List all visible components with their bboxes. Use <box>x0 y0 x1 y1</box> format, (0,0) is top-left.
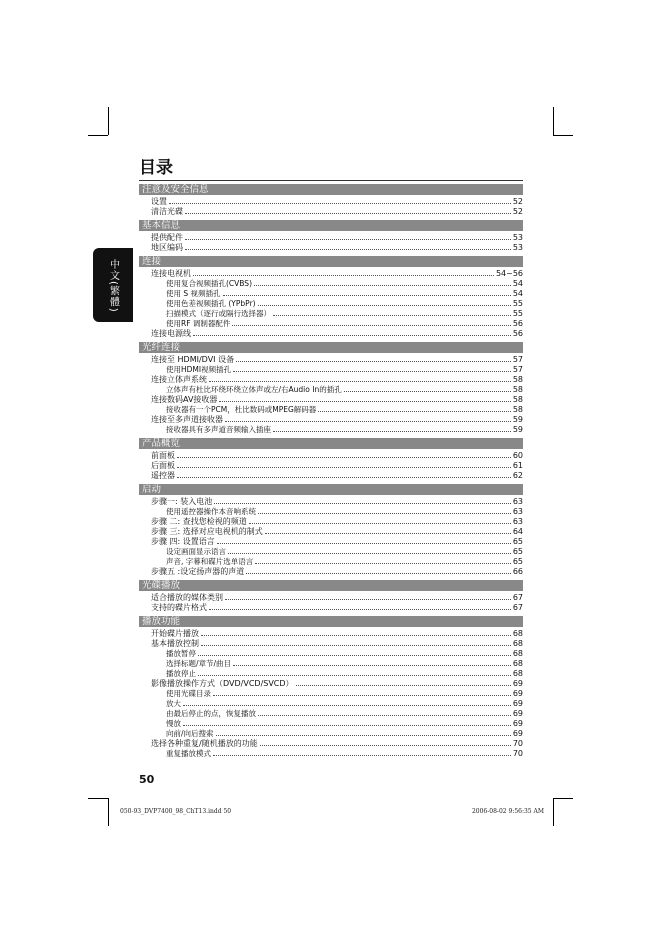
language-tab-label: 中文(繁體) <box>107 259 119 313</box>
entry-page: 65 <box>512 547 523 556</box>
dot-leader <box>228 546 511 554</box>
section-header: 连接 <box>139 256 523 267</box>
footer-timestamp: 2006-08-02 9:56:35 AM <box>471 808 544 815</box>
toc-subentry <box>139 556 523 566</box>
entry-label: 影像播放操作方式（DVD/VCD/SVCD） <box>151 679 294 688</box>
entry-label: 步骤五 :设定扬声器的声道 <box>151 567 245 576</box>
entry-page: 56 <box>512 329 523 338</box>
toc-subentry <box>139 404 523 414</box>
toc-subentry <box>139 658 523 668</box>
entry-label: 开始碟片播放 <box>151 629 199 638</box>
toc-entry <box>139 516 523 526</box>
toc-subentry <box>139 506 523 516</box>
toc-section <box>139 256 523 338</box>
entry-page: 57 <box>512 365 523 374</box>
dot-leader <box>296 678 511 686</box>
dot-leader <box>217 536 511 544</box>
section-header: 光纤连接 <box>139 342 523 353</box>
dot-leader <box>201 638 511 646</box>
entry-page: 69 <box>512 689 523 698</box>
toc-entry <box>139 602 523 612</box>
toc-subentry <box>139 718 523 728</box>
entry-label: 使用遥控器操作本音响系统 <box>166 507 256 516</box>
entry-label: 前面板 <box>151 451 175 460</box>
entry-page: 54 <box>512 279 523 288</box>
entry-page: 60 <box>512 451 523 460</box>
toc-subentry <box>139 278 523 288</box>
dot-leader <box>169 196 511 204</box>
toc-entry <box>139 414 523 424</box>
toc-subentry <box>139 668 523 678</box>
toc-section <box>139 342 523 434</box>
toc-subentry <box>139 308 523 318</box>
dot-leader <box>273 424 511 432</box>
entry-label: 步骤 四: 设置语言 <box>151 537 215 546</box>
language-tab <box>93 248 133 322</box>
toc-subentry <box>139 748 523 758</box>
entry-label: 使用HDMI视频插孔 <box>166 365 232 374</box>
entry-label: 声音, 字幕和碟片选单语言 <box>166 557 254 566</box>
toc-subentry <box>139 688 523 698</box>
entry-label: 基本播放控制 <box>151 639 199 648</box>
entry-label: 连接电源线 <box>151 329 191 338</box>
toc-subentry <box>139 318 523 328</box>
dot-leader <box>185 206 511 214</box>
entry-page: 56 <box>512 319 523 328</box>
entry-page: 54~56 <box>495 269 523 278</box>
toc-entry <box>139 738 523 748</box>
entry-label: 设定画面显示语言 <box>166 547 226 556</box>
dot-leader <box>216 728 511 736</box>
toc-entry <box>139 450 523 460</box>
entry-label: 重复播放模式 <box>166 749 211 758</box>
toc-entry <box>139 470 523 480</box>
entry-label: 连接数码AV接收器 <box>151 395 218 404</box>
toc-section <box>139 616 523 758</box>
entry-page: 69 <box>512 679 523 688</box>
entry-label: 向前/向后搜索 <box>166 729 214 738</box>
toc-section <box>139 184 523 216</box>
entry-label: 连接电视机 <box>151 269 191 278</box>
toc-entry <box>139 328 523 338</box>
dot-leader <box>260 738 511 746</box>
crop-mark <box>553 798 573 799</box>
entry-page: 59 <box>512 415 523 424</box>
entry-label: 连接至 HDMI/DVI 设备 <box>151 355 235 364</box>
dot-leader <box>177 470 511 478</box>
entry-page: 58 <box>512 395 523 404</box>
toc-entry <box>139 526 523 536</box>
crop-mark <box>108 107 109 135</box>
entry-label: 使用光碟目录 <box>166 689 211 698</box>
entry-page: 64 <box>512 527 523 536</box>
dot-leader <box>255 556 511 564</box>
toc-subentry <box>139 728 523 738</box>
entry-page: 57 <box>512 355 523 364</box>
entry-page: 66 <box>512 567 523 576</box>
entry-label: 接收器具有多声道音频输入插座 <box>166 425 271 434</box>
dot-leader <box>213 688 511 696</box>
entry-page: 68 <box>512 639 523 648</box>
section-header: 基本信息 <box>139 220 523 231</box>
dot-leader <box>232 318 510 326</box>
entry-label: 使用色差视频插孔 (YPbPr) <box>166 299 256 308</box>
crop-mark <box>553 135 573 136</box>
entry-page: 58 <box>512 405 523 414</box>
entry-label: 后面板 <box>151 461 175 470</box>
entry-page: 62 <box>512 471 523 480</box>
entry-label: 步骤一: 装入电池 <box>151 497 213 506</box>
section-header: 产品概览 <box>139 438 523 449</box>
dot-leader <box>193 268 494 276</box>
toc-section <box>139 484 523 576</box>
section-header: 光碟播放 <box>139 580 523 591</box>
toc-entry <box>139 354 523 364</box>
dot-leader <box>201 628 511 636</box>
dot-leader <box>246 566 511 574</box>
toc-entry <box>139 232 523 242</box>
toc-entry <box>139 460 523 470</box>
entry-label: 播放停止 <box>166 669 196 678</box>
entry-page: 69 <box>512 719 523 728</box>
crop-mark <box>88 798 108 799</box>
entry-page: 68 <box>512 659 523 668</box>
entry-page: 54 <box>512 289 523 298</box>
dot-leader <box>198 648 511 656</box>
entry-label: 扫描模式（逐行或隔行选择器） <box>166 309 271 318</box>
entry-page: 58 <box>512 385 523 394</box>
section-header: 启动 <box>139 484 523 495</box>
entry-page: 59 <box>512 425 523 434</box>
dot-leader <box>213 748 511 756</box>
entry-label: 使用复合视频插孔(CVBS) <box>166 279 252 288</box>
entry-page: 61 <box>512 461 523 470</box>
toc-subentry <box>139 298 523 308</box>
dot-leader <box>209 602 511 610</box>
page-number: 50 <box>139 773 155 786</box>
entry-page: 65 <box>512 537 523 546</box>
dot-leader <box>219 394 510 402</box>
entry-page: 63 <box>512 507 523 516</box>
dot-leader <box>183 698 511 706</box>
toc-entry <box>139 206 523 216</box>
entry-label: 选择标题/章节/曲目 <box>166 659 232 668</box>
toc-subentry <box>139 424 523 434</box>
entry-label: 由最后停止的点，恢复播放 <box>166 709 256 718</box>
toc-entry <box>139 536 523 546</box>
entry-page: 68 <box>512 629 523 638</box>
dot-leader <box>198 668 511 676</box>
entry-page: 69 <box>512 729 523 738</box>
entry-page: 65 <box>512 557 523 566</box>
entry-page: 53 <box>512 243 523 252</box>
entry-page: 68 <box>512 649 523 658</box>
dot-leader <box>209 374 511 382</box>
entry-page: 67 <box>512 593 523 602</box>
entry-page: 70 <box>512 739 523 748</box>
entry-label: 立体声有杜比环绕环绕立体声或左/右Audio In的插孔 <box>166 385 342 394</box>
dot-leader <box>249 516 511 524</box>
entry-page: 58 <box>512 375 523 384</box>
entry-page: 52 <box>512 207 523 216</box>
entry-page: 63 <box>512 497 523 506</box>
entry-page: 53 <box>512 233 523 242</box>
dot-leader <box>214 496 511 504</box>
entry-page: 67 <box>512 603 523 612</box>
dot-leader <box>225 592 511 600</box>
toc-entry <box>139 638 523 648</box>
toc-subentry <box>139 708 523 718</box>
entry-page: 52 <box>512 197 523 206</box>
dot-leader <box>233 364 511 372</box>
toc-subentry <box>139 364 523 374</box>
entry-label: 连接至多声道接收器 <box>151 415 223 424</box>
dot-leader <box>344 384 511 392</box>
toc-entry <box>139 628 523 638</box>
dot-leader <box>258 298 511 306</box>
toc-subentry <box>139 384 523 394</box>
dot-leader <box>183 718 511 726</box>
entry-label: 适合播放的媒体类别 <box>151 593 223 602</box>
dot-leader <box>258 506 511 514</box>
toc-entry <box>139 592 523 602</box>
entry-page: 55 <box>512 309 523 318</box>
entry-page: 55 <box>512 299 523 308</box>
entry-label: 支持的碟片格式 <box>151 603 207 612</box>
toc-entry <box>139 196 523 206</box>
toc-body <box>139 184 523 758</box>
dot-leader <box>225 414 511 422</box>
dot-leader <box>258 708 511 716</box>
entry-label: 步骤 二: 查找您检视的频道 <box>151 517 247 526</box>
entry-label: 地区编码 <box>151 243 183 252</box>
entry-label: 遥控器 <box>151 471 175 480</box>
dot-leader <box>177 450 511 458</box>
entry-label: 接收器有一个PCM，杜比数码或MPEG解码器 <box>166 405 317 414</box>
toc-subentry <box>139 648 523 658</box>
entry-label: 设置 <box>151 197 167 206</box>
dot-leader <box>273 308 511 316</box>
toc-section <box>139 580 523 612</box>
toc-entry <box>139 678 523 688</box>
dot-leader <box>318 404 511 412</box>
toc-entry <box>139 566 523 576</box>
entry-page: 69 <box>512 699 523 708</box>
toc-entry <box>139 496 523 506</box>
entry-page: 68 <box>512 669 523 678</box>
dot-leader <box>177 460 511 468</box>
entry-label: 播放暂停 <box>166 649 196 658</box>
dot-leader <box>236 354 511 362</box>
toc-subentry <box>139 288 523 298</box>
toc-entry <box>139 374 523 384</box>
entry-label: 提供配件 <box>151 233 183 242</box>
dot-leader <box>185 232 511 240</box>
crop-mark <box>88 135 108 136</box>
dot-leader <box>193 328 511 336</box>
section-header: 播放功能 <box>139 616 523 627</box>
entry-label: 步骤 三: 选择对应电视机的制式 <box>151 527 263 536</box>
entry-label: 选择各种重复/随机播放的功能 <box>151 739 258 748</box>
entry-label: 清洁光碟 <box>151 207 183 216</box>
toc-entry <box>139 242 523 252</box>
dot-leader <box>223 288 511 296</box>
entry-page: 69 <box>512 709 523 718</box>
dot-leader <box>265 526 511 534</box>
dot-leader <box>233 658 511 666</box>
entry-label: 慢放 <box>166 719 181 728</box>
footer-file-info: 050-93_DVP7400_98_ChT13.indd 50 <box>120 808 232 815</box>
dot-leader <box>254 278 511 286</box>
entry-page: 63 <box>512 517 523 526</box>
dot-leader <box>185 242 511 250</box>
entry-page: 70 <box>512 749 523 758</box>
entry-label: 放大 <box>166 699 181 708</box>
page-title: 目录 <box>139 157 523 181</box>
toc-section <box>139 220 523 252</box>
toc-subentry <box>139 698 523 708</box>
entry-label: 使用RF 调制器配件 <box>166 319 231 328</box>
toc-entry <box>139 268 523 278</box>
toc-subentry <box>139 546 523 556</box>
table-of-contents <box>139 157 523 758</box>
toc-entry <box>139 394 523 404</box>
entry-label: 使用 S 视频插孔 <box>166 289 221 298</box>
section-header: 注意及安全信息 <box>139 184 523 195</box>
toc-section <box>139 438 523 480</box>
crop-mark <box>553 107 554 135</box>
crop-mark <box>553 798 554 826</box>
crop-mark <box>108 798 109 826</box>
entry-label: 连接立体声系统 <box>151 375 207 384</box>
